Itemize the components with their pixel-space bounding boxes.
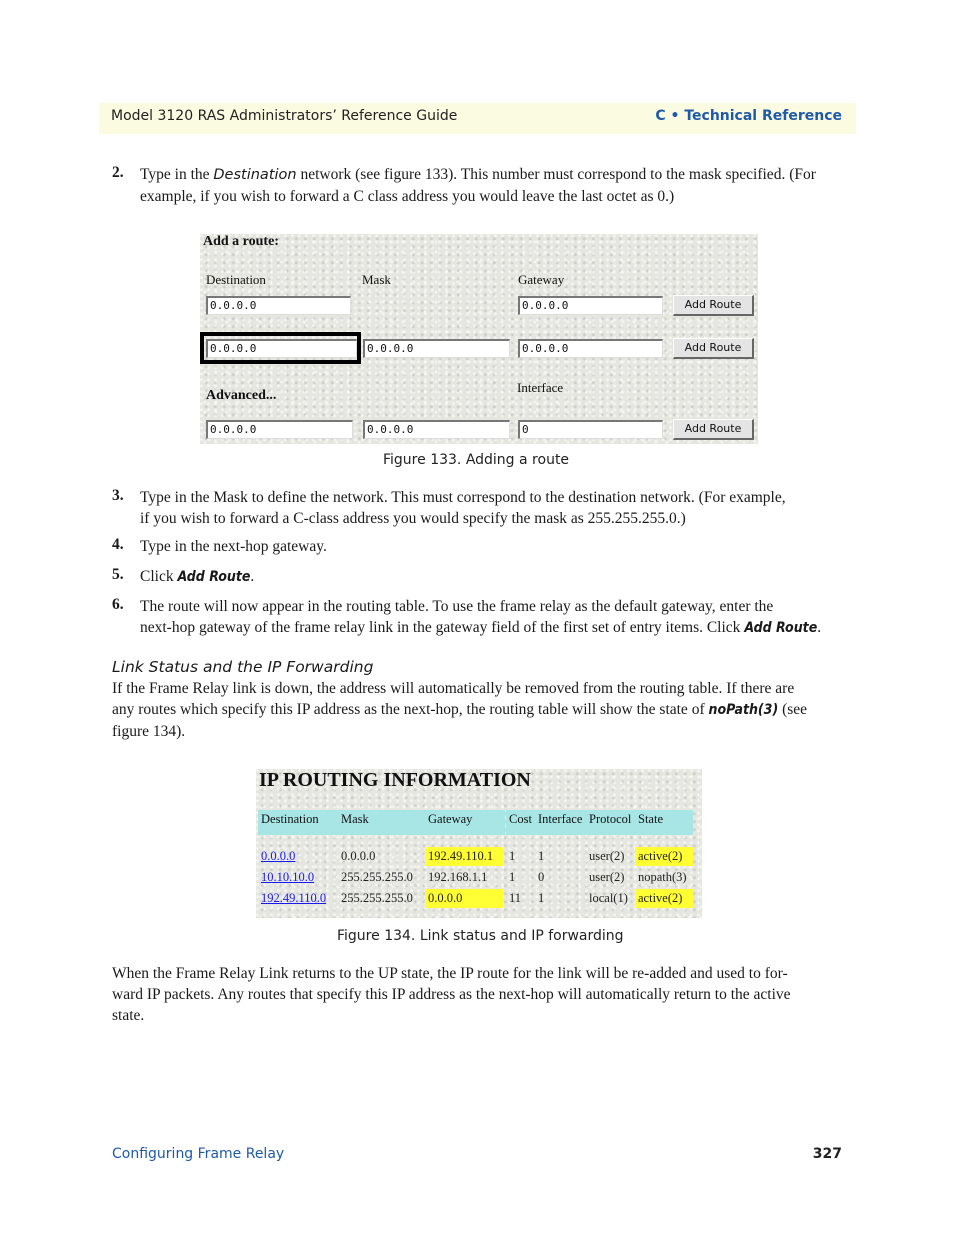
table-row-3-cost: 11 — [509, 891, 522, 905]
section-paragraph — [112, 678, 847, 742]
table-row-1-interface: 1 — [538, 849, 545, 863]
figure-134-caption: Figure 134. Link status and IP forwarding — [337, 928, 624, 944]
table-row-2-protocol: user(2) — [589, 870, 625, 884]
row2-mask-input[interactable]: 0.0.0.0 — [363, 339, 510, 358]
table-row-3-interface: 1 — [538, 891, 545, 905]
step-2-em: Destination — [213, 167, 297, 183]
step-6-line2-pre: next-hop gateway of the frame relay link in the gateway field of the first set of entry items. Click — [140, 619, 745, 636]
table-row-3-destination[interactable]: 192.49.110.0 — [261, 891, 327, 905]
step-5-pre: Click — [140, 568, 178, 585]
page-header — [99, 103, 856, 134]
step-5-number: 5. — [112, 566, 124, 583]
closing-line1: When the Frame Relay Link returns to the UP state, the IP route for the link will be re-added and used to for- — [112, 965, 788, 982]
row2-destination-input[interactable]: 0.0.0.0 — [206, 339, 357, 358]
step-4-number: 4. — [112, 536, 124, 553]
row1-add-route-button[interactable]: Add Route — [673, 295, 754, 316]
row3-mask-input[interactable]: 0.0.0.0 — [363, 420, 510, 439]
section-line2-em: noPath(3) — [708, 702, 779, 718]
gateway-label: Gateway — [518, 272, 565, 287]
step-6-line2-em: Add Route — [744, 620, 818, 636]
table-row-1-mask: 0.0.0.0 — [341, 849, 376, 863]
step-5-em: Add Route — [177, 569, 251, 585]
section-line2-pre: any routes which specify this IP address as the next-hop, the routing table will show the state of — [112, 701, 709, 718]
advanced-label: Advanced... — [206, 388, 277, 403]
step-3-line1: Type in the Mask to define the network. This must correspond to the destination network. (For example, — [140, 489, 786, 506]
table-row-3-state: active(2) — [635, 889, 693, 908]
figure-133-caption: Figure 133. Adding a route — [383, 452, 570, 468]
table-row-2-cost: 1 — [509, 870, 516, 884]
section-heading: Link Status and the IP Forwarding — [112, 658, 374, 676]
interface-label: Interface — [517, 380, 564, 395]
table-row-1-protocol: user(2) — [589, 849, 625, 863]
step-5-text — [140, 566, 254, 588]
table-row-2-destination[interactable]: 10.10.10.0 — [261, 870, 315, 884]
step-3-line2: if you wish to forward a C-class address you would specify the mask as 255.255.255.0.) — [140, 510, 686, 527]
table-row-3-gateway: 0.0.0.0 — [425, 889, 503, 908]
step-2-line2: example, if you wish to forward a C class address you would leave the last octet as 0.) — [140, 188, 675, 205]
step-2-pre: Type in the — [140, 166, 214, 183]
step-2-rest: network (see figure 133). This number must correspond to the mask specified. (For — [296, 166, 816, 183]
step-2-text — [140, 164, 850, 207]
step-6-number: 6. — [112, 596, 124, 613]
step-6-text — [140, 596, 850, 639]
closing-line2: ward IP packets. Any routes that specify this IP address as the next-hop will automatically return to the active — [112, 986, 791, 1003]
table-row-1-destination[interactable]: 0.0.0.0 — [261, 849, 296, 863]
step-4-text: Type in the next-hop gateway. — [140, 538, 327, 555]
th-interface: Interface — [535, 810, 586, 835]
section-line2-post: (see — [778, 701, 808, 718]
step-3-text — [140, 487, 850, 529]
header-doc-title: Model 3120 RAS Administrators’ Reference Guide — [111, 108, 458, 124]
page-number: 327 — [812, 1146, 842, 1162]
row1-destination-input[interactable]: 0.0.0.0 — [206, 296, 351, 315]
closing-line3: state. — [112, 1007, 145, 1024]
th-protocol: Protocol — [586, 810, 636, 835]
ip-routing-title: IP ROUTING INFORMATION — [259, 769, 531, 791]
destination-label: Destination — [206, 272, 266, 287]
add-route-title: Add a route: — [203, 234, 279, 249]
row2-gateway-input[interactable]: 0.0.0.0 — [518, 339, 663, 358]
table-row-1-state: active(2) — [635, 847, 693, 866]
th-cost: Cost — [506, 810, 536, 835]
step-3-number: 3. — [112, 487, 124, 504]
step-2-number: 2. — [112, 164, 124, 181]
table-row-2-gateway: 192.168.1.1 — [428, 870, 488, 884]
add-route-figure — [200, 234, 758, 444]
ip-routing-figure — [256, 769, 702, 918]
table-row-1-gateway: 192.49.110.1 — [425, 847, 503, 866]
th-gateway: Gateway — [425, 810, 505, 835]
mask-label: Mask — [362, 272, 391, 287]
th-mask: Mask — [338, 810, 425, 835]
table-row-2-mask: 255.255.255.0 — [341, 870, 413, 884]
table-row-1-cost: 1 — [509, 849, 516, 863]
section-line3: figure 134). — [112, 723, 186, 740]
row2-add-route-button[interactable]: Add Route — [673, 338, 754, 359]
step-6-line1: The route will now appear in the routing table. To use the frame relay as the default gateway, enter the — [140, 598, 774, 615]
section-line1: If the Frame Relay link is down, the address will automatically be removed from the routing table. If there are — [112, 680, 795, 697]
step-5-post: . — [250, 568, 255, 585]
table-row-3-mask: 255.255.255.0 — [341, 891, 413, 905]
footer-chapter: Configuring Frame Relay — [112, 1146, 285, 1162]
th-destination: Destination — [258, 810, 339, 835]
table-row-2-state: nopath(3) — [638, 870, 687, 884]
row3-destination-input[interactable]: 0.0.0.0 — [206, 420, 353, 439]
row3-add-route-button[interactable]: Add Route — [673, 419, 754, 440]
row3-interface-input[interactable]: 0 — [518, 420, 663, 439]
closing-paragraph — [112, 963, 847, 1026]
row1-gateway-input[interactable]: 0.0.0.0 — [518, 296, 663, 315]
step-6-line2-post: . — [817, 619, 822, 636]
table-row-2-interface: 0 — [538, 870, 545, 884]
th-state: State — [635, 810, 693, 835]
table-row-3-protocol: local(1) — [589, 891, 628, 905]
header-section: C • Technical Reference — [655, 108, 842, 124]
